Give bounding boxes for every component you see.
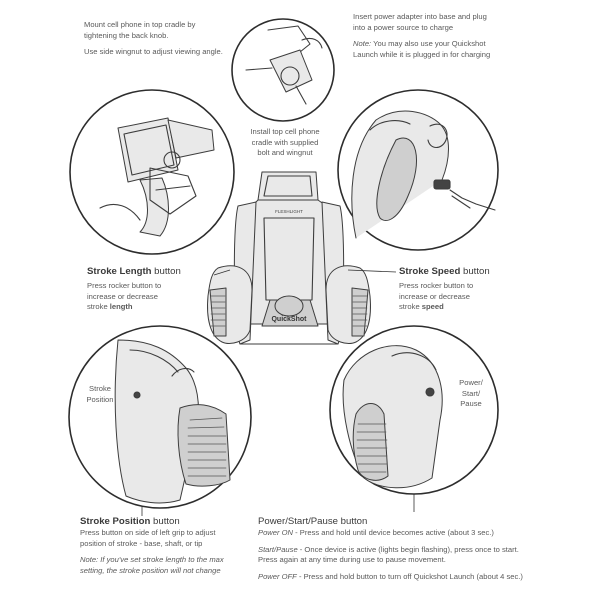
- stroke-speed-text: increase or decrease: [399, 291, 470, 301]
- stroke-length-title-bold: Stroke Length: [87, 266, 152, 277]
- power-note-label: Note:: [353, 39, 372, 48]
- stroke-length-title-rest: button: [151, 266, 181, 277]
- stroke-length-text: Press rocker button to: [87, 281, 162, 290]
- mount-caption: [84, 20, 223, 58]
- stroke-length-last-plain: stroke: [87, 302, 110, 311]
- install-caption-line: bolt and wingnut: [257, 148, 313, 157]
- install-caption-line: Install top cell phone: [250, 127, 320, 136]
- power-on-label: Power ON: [258, 528, 294, 537]
- left-grip-circle: [69, 326, 251, 508]
- power-off-text: - Press and hold button to turn off Quickshot Launch (about 4 sec.): [296, 571, 523, 581]
- power-caption: [353, 12, 490, 60]
- mount-caption-line: tightening the back knob.: [84, 30, 169, 40]
- right-grip-circle: [330, 326, 498, 494]
- stroke-length-last-bold: length: [109, 302, 133, 311]
- power-off-label: Power OFF: [258, 571, 297, 581]
- stroke-position-title-rest: button: [150, 516, 180, 527]
- stroke-position-title-bold: Stroke Position: [80, 516, 151, 527]
- stroke-speed-text: Press rocker button to: [399, 281, 474, 290]
- stroke-position-text: Press button on side of left grip to adjust: [80, 528, 216, 537]
- install-caption-line: cradle with supplied: [251, 137, 319, 147]
- stroke-position-label-line: Position: [86, 394, 114, 404]
- power-note-text: Launch while it is plugged in for charging: [353, 49, 491, 59]
- stroke-length-text: increase or decrease: [87, 291, 158, 301]
- install-caption: [246, 127, 324, 159]
- stroke-length-last: [87, 302, 181, 313]
- start-pause-line: [258, 545, 598, 556]
- stroke-speed-title: [399, 266, 490, 278]
- power-start-pause-label: [456, 378, 486, 410]
- power-off-line: [258, 572, 598, 583]
- stroke-position-label: [84, 384, 116, 405]
- stroke-speed-title-rest: button: [460, 266, 490, 277]
- stroke-speed-title-bold: Stroke Speed: [399, 266, 461, 277]
- power-start-pause-caption: [258, 516, 598, 582]
- start-pause-text: - Once device is active (lights begin flashing), press once to start.: [297, 544, 519, 554]
- power-on-text: - Press and hold until device becomes active (about 3 sec.): [293, 528, 494, 537]
- start-pause-text: Press again at any time during use to pause movement.: [258, 555, 446, 564]
- power-note: [353, 39, 490, 50]
- power-caption-line: Insert power adapter into base and plug: [353, 12, 487, 21]
- stroke-position-note: setting, the stroke position will not change: [80, 565, 221, 575]
- phone-cradle-circle: [70, 90, 234, 254]
- device-name-label: QuickShot: [271, 316, 307, 323]
- start-pause-label: Start/Pause: [258, 544, 298, 554]
- power-port-circle: [338, 90, 498, 250]
- power-note-text: You may also use your Quickshot: [373, 39, 486, 48]
- power-label-line: Start/: [461, 388, 481, 398]
- power-start-pause-title: Power/Start/Pause button: [258, 516, 368, 527]
- stroke-speed-last: [399, 302, 490, 313]
- stroke-position-text: position of stroke - base, shaft, or tip: [80, 538, 203, 548]
- power-label-line: Pause: [460, 399, 482, 408]
- power-caption-line: into a power source to charge: [353, 22, 454, 32]
- power-on-line: [258, 528, 598, 539]
- stroke-position-label-line: Stroke: [89, 384, 111, 393]
- mount-caption-line: Mount cell phone in top cradle by: [84, 20, 196, 29]
- stroke-speed-caption: [399, 266, 490, 313]
- power-label-line: Power/: [459, 378, 483, 387]
- stroke-length-caption: [87, 266, 181, 313]
- mount-caption-line: Use side wingnut to adjust viewing angle.: [84, 47, 223, 56]
- stroke-position-title: [80, 516, 224, 528]
- bolt-wingnut-circle: [232, 19, 334, 121]
- stroke-position-caption: [80, 516, 224, 576]
- stroke-length-title: [87, 266, 181, 278]
- stroke-position-note: Note: If you've set stroke length to the max: [80, 555, 224, 564]
- stroke-speed-last-plain: stroke: [399, 302, 422, 311]
- device-brand-label: FLESHLIGHT: [275, 209, 303, 214]
- stroke-speed-last-bold: speed: [421, 302, 444, 311]
